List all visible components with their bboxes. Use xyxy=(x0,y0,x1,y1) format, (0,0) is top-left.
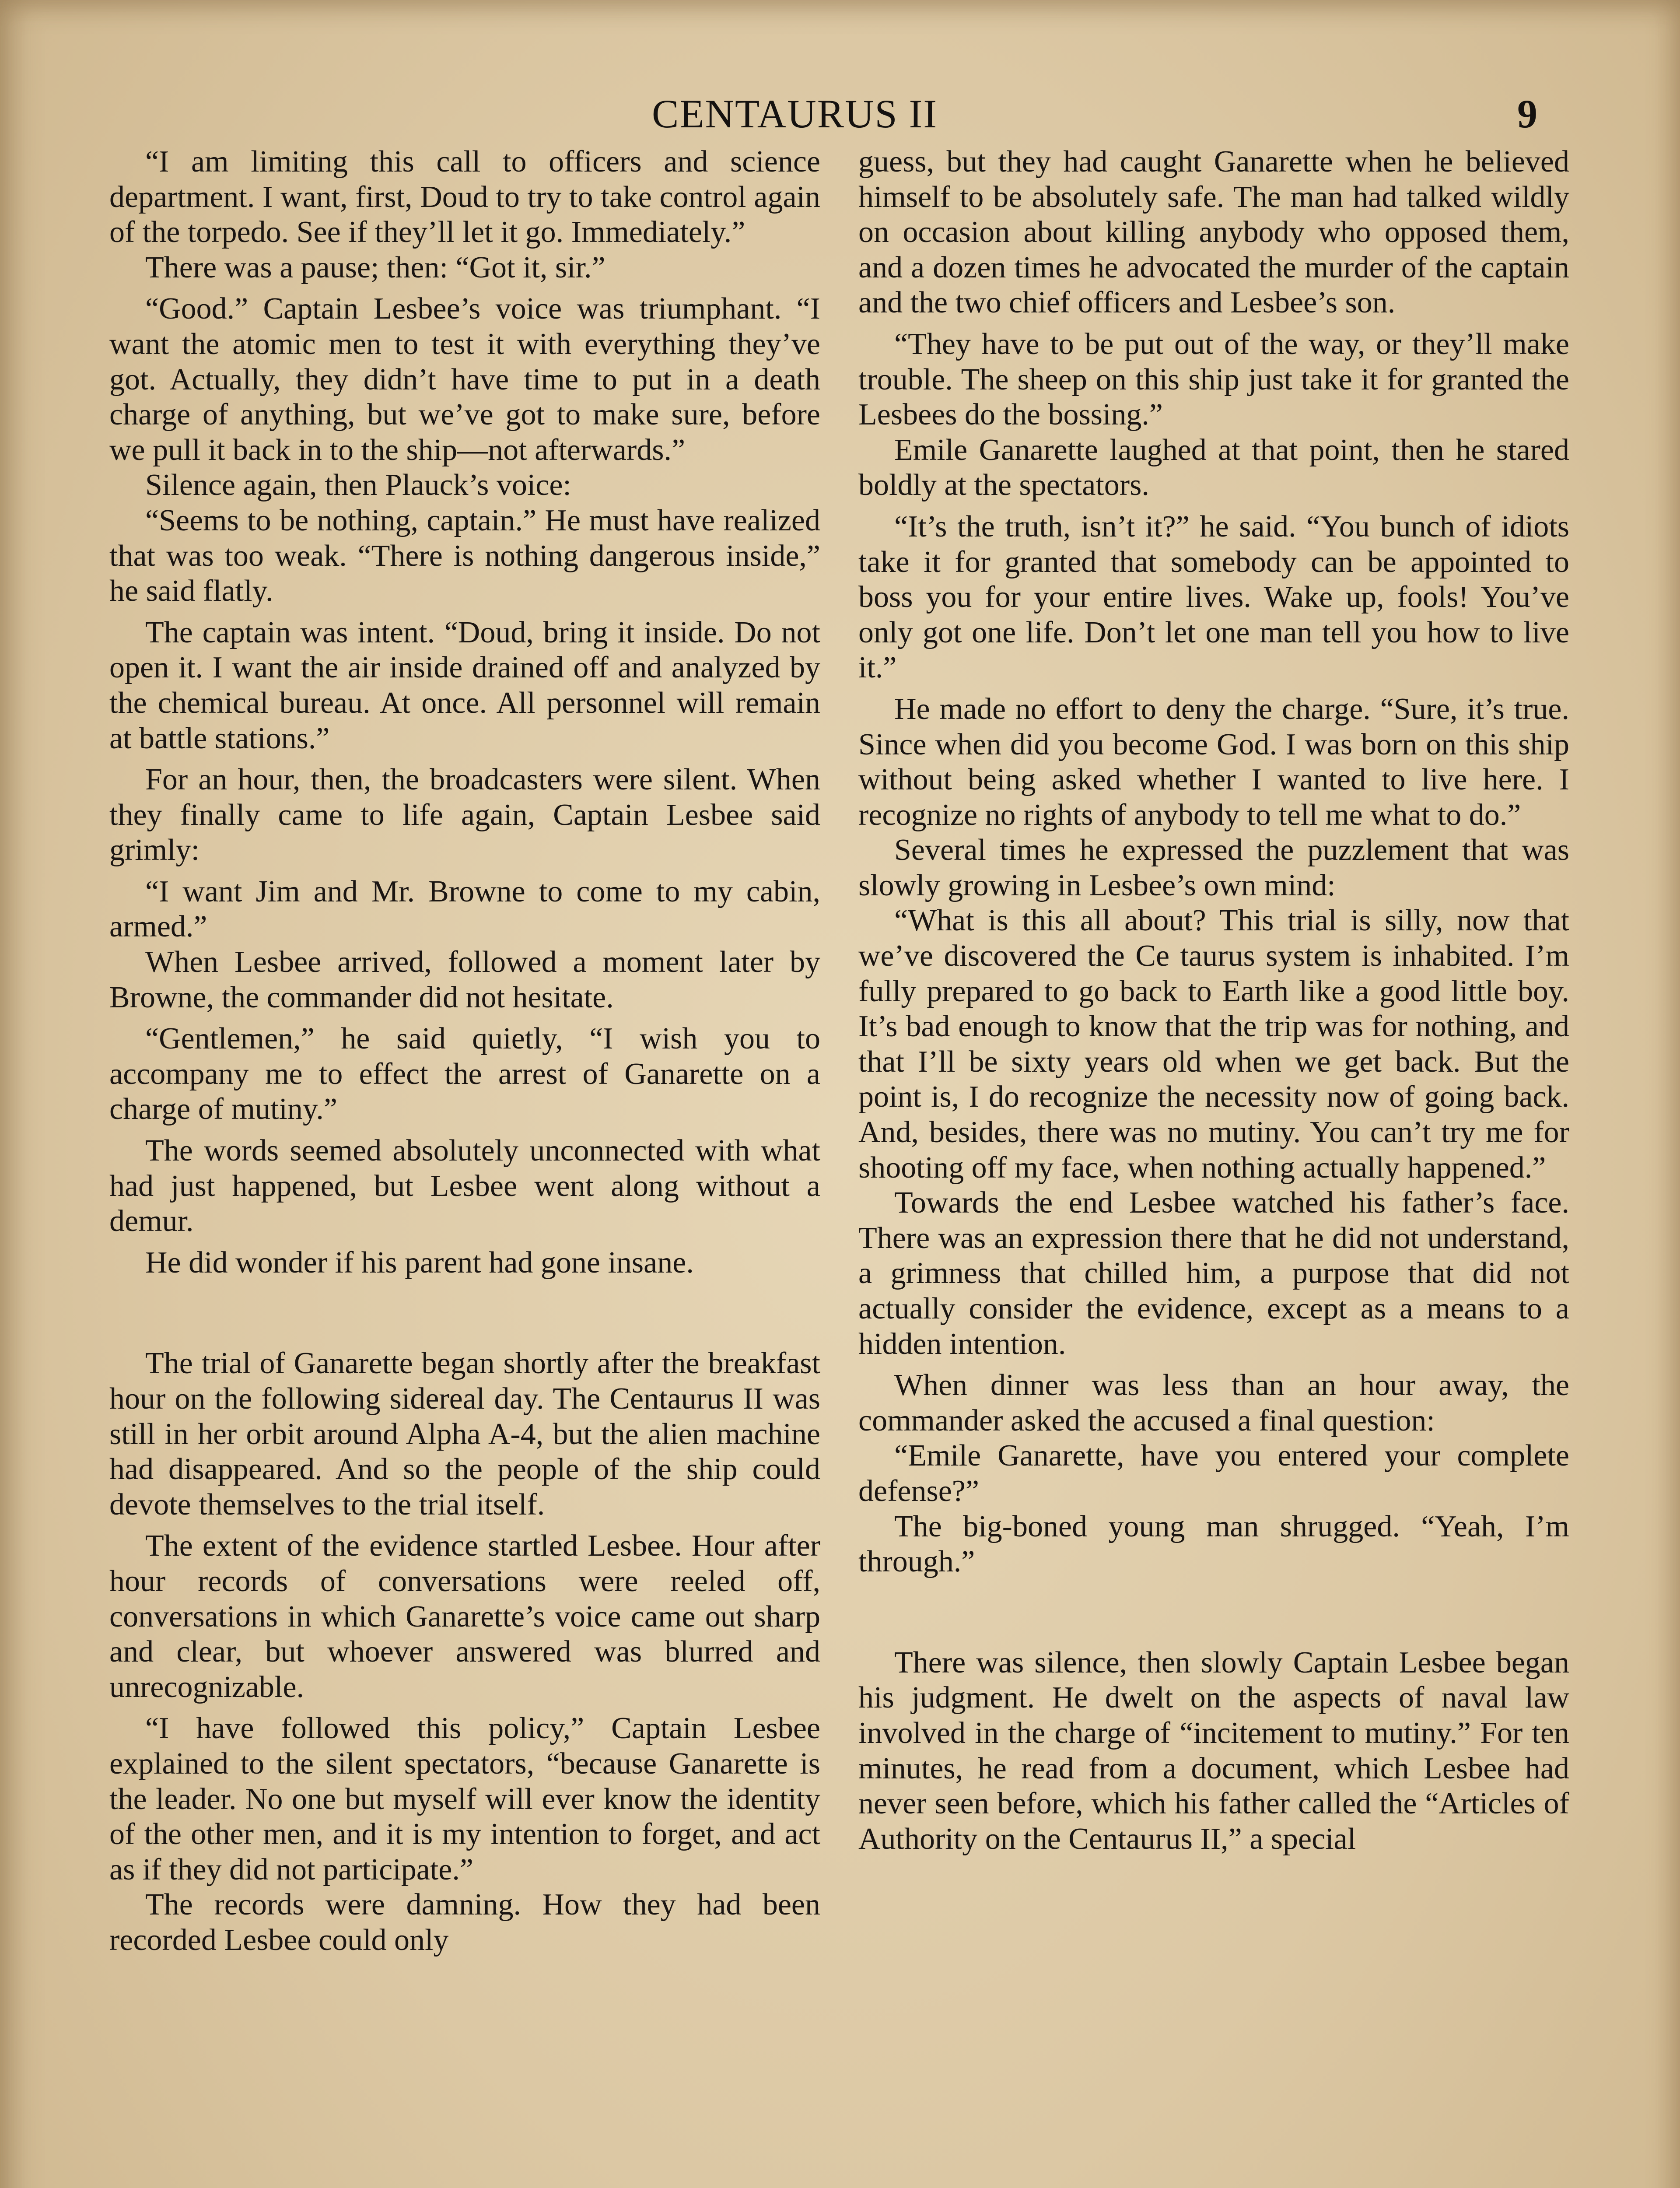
paragraph: “They have to be put out of the way, or they’ll make trouble. The sheep on this ship just take it for granted the Lesbees do the bossing.” xyxy=(858,327,1569,432)
paragraph: The captain was intent. “Doud, bring it inside. Do not open it. I want the air inside drained off and analyzed by the chemical bureau. At once. All personnel will remain at battle stations.” xyxy=(109,615,820,755)
paragraph: For an hour, then, the broadcasters were silent. When they finally came to life again, Captain Lesbee said grimly: xyxy=(109,763,820,867)
page-number: 9 xyxy=(1517,91,1537,136)
paragraph: Several times he expressed the puzzlement that was slowly growing in Lesbee’s own mind: xyxy=(858,833,1569,902)
paragraph: “Good.” Captain Lesbee’s voice was triumphant. “I want the atomic men to test it with everything they’ve got. Actually, they didn’t have time to put in a death charge of anything, but we’ve got to make sure, before we pull it back in to the ship—not afterwards.” xyxy=(109,292,820,467)
paragraph: “I am limiting this call to officers and science department. I want, first, Doud to try to take control again of the torpedo. See if they’ll let it go. Immediately.” xyxy=(109,145,820,249)
page-header xyxy=(0,90,1680,138)
left-text-column xyxy=(109,144,820,1958)
running-head: CENTAURUS II xyxy=(652,91,938,136)
paragraph: There was silence, then slowly Captain Lesbee began his judgment. He dwelt on the aspects of naval law involved in the charge of “incitement to mutiny.” For ten minutes, he read from a document, which Lesbee had never seen before, which his father called the “Articles of Authority on the Centaurus II,” a special xyxy=(858,1645,1569,1856)
paragraph: Towards the end Lesbee watched his father’s face. There was an expression there that he did not understand, a grimness that chilled him, a purpose that did not actually consider the evidence, except as a means to a hidden intention. xyxy=(858,1186,1569,1361)
paragraph: When Lesbee arrived, followed a moment later by Browne, the commander did not hesitate. xyxy=(109,945,820,1014)
paragraph: He made no effort to deny the charge. “Sure, it’s true. Since when did you become God. I was born on this ship without being asked whether I wanted to live here. I recognize no rights of anybody to tell me what to do.” xyxy=(858,692,1569,832)
paragraph: guess, but they had caught Ganarette when he believed himself to be absolutely safe. The man had talked wildly on occasion about killing anybody who opposed them, and a dozen times he advocated the murder of the captain and the two chief officers and Lesbee’s son. xyxy=(858,145,1569,320)
paragraph: “What is this all about? This trial is silly, now that we’ve discovered the Ce taurus system is inhabited. I’m fully prepared to go back to Earth like a good little boy. It’s bad enough to know that the trip was for nothing, and that I’ll be sixty years old when we get back. But the point is, I do recognize the necessity now of going back. And, besides, there was no mutiny. You can’t try me for shooting off my face, when nothing actually happened.” xyxy=(858,904,1569,1185)
paragraph: The extent of the evidence startled Lesbee. Hour after hour records of conversations were reeled off, conversations in which Ganarette’s voice came out sharp and clear, but whoever answered was blurred and unrecognizable. xyxy=(109,1529,820,1704)
paragraph: When dinner was less than an hour away, the commander asked the accused a final question: xyxy=(858,1368,1569,1438)
paragraph: He did wonder if his parent had gone insane. xyxy=(145,1245,694,1280)
paragraph: “It’s the truth, isn’t it?” he said. “You bunch of idiots take it for granted that somebody can be appointed to boss you for your entire lives. Wake up, fools! You’ve only got one life. Don’t let one man tell you how to live it.” xyxy=(858,509,1569,685)
right-text-column xyxy=(858,144,1569,1857)
paragraph: “Emile Ganarette, have you entered your complete defense?” xyxy=(858,1439,1569,1508)
paragraph: “Seems to be nothing, captain.” He must have realized that was too weak. “There is nothing dangerous inside,” he said flatly. xyxy=(109,503,820,608)
paragraph: The records were damning. How they had been recorded Lesbee could only xyxy=(109,1888,820,1957)
paragraph: There was a pause; then: “Got it, sir.” xyxy=(145,250,606,284)
paragraph: “Gentlemen,” he said quietly, “I wish you to accompany me to effect the arrest of Ganarette on a charge of mutiny.” xyxy=(109,1022,820,1126)
paragraph: The big-boned young man shrugged. “Yeah, I’m through.” xyxy=(858,1509,1569,1579)
paragraph: The words seemed absolutely unconnected with what had just happened, but Lesbee went along without a demur. xyxy=(109,1134,820,1238)
paragraph: Silence again, then Plauck’s voice: xyxy=(145,468,571,502)
paragraph: The trial of Ganarette began shortly after the breakfast hour on the following sidereal day. The Centaurus II was still in her orbit around Alpha A-4, but the alien machine had disappeared. And so the people of the ship could devote themselves to the trial itself. xyxy=(109,1346,820,1522)
paragraph: “I have followed this policy,” Captain Lesbee explained to the silent spectators, “because Ganarette is the leader. No one but myself will ever know the identity of the other men, and it is my intention to forget, and act as if they did not participate.” xyxy=(109,1711,820,1886)
paragraph: Emile Ganarette laughed at that point, then he stared boldly at the spectators. xyxy=(858,433,1569,502)
paragraph: “I want Jim and Mr. Browne to come to my cabin, armed.” xyxy=(109,874,820,944)
